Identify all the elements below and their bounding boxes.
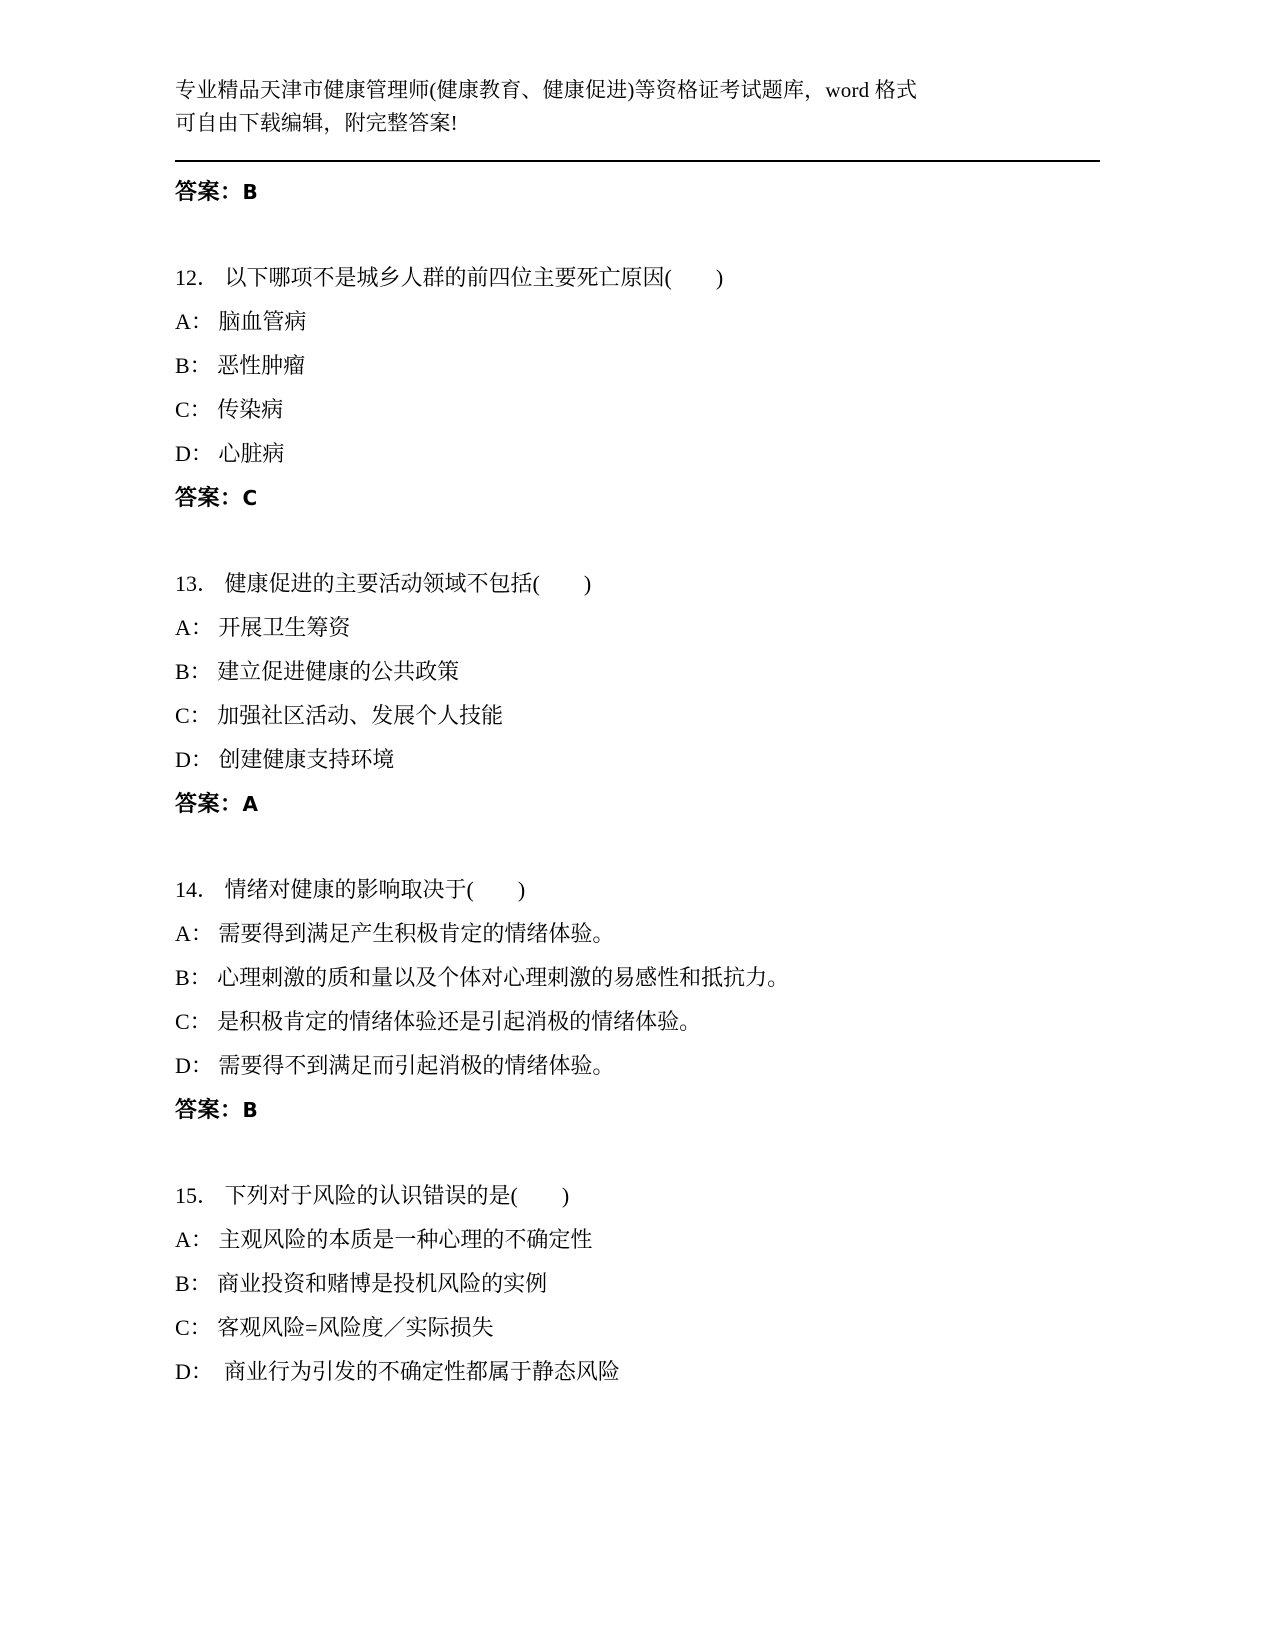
page-header bbox=[175, 60, 1100, 140]
option-d: D： 创建健康支持环境 bbox=[175, 747, 395, 772]
option-a: A： 脑血管病 bbox=[175, 309, 307, 334]
option-c: C： 客观风险=风险度／实际损失 bbox=[175, 1315, 494, 1340]
question-block bbox=[175, 868, 1100, 1132]
option-c: C： 加强社区活动、发展个人技能 bbox=[175, 703, 504, 728]
answer-label: 答案： bbox=[175, 791, 243, 816]
option-d: D： 心脏病 bbox=[175, 441, 285, 466]
question-stem: 15． 下列对于风险的认识错误的是( ) bbox=[175, 1183, 570, 1208]
question-block bbox=[175, 256, 1100, 520]
answer-value: B bbox=[242, 180, 259, 204]
question-block bbox=[175, 562, 1100, 826]
document-body bbox=[175, 162, 1100, 1394]
answer-line bbox=[175, 1088, 1100, 1132]
option-a: A： 需要得到满足产生积极肯定的情绪体验。 bbox=[175, 921, 615, 946]
answer-label: 答案： bbox=[175, 179, 243, 204]
option-b: B： 建立促进健康的公共政策 bbox=[175, 659, 460, 684]
question-stem: 14． 情绪对健康的影响取决于( ) bbox=[175, 877, 526, 902]
option-d: D： 商业行为引发的不确定性都属于静态风险 bbox=[175, 1359, 620, 1384]
answer-value: C bbox=[242, 486, 258, 510]
option-a: A： 主观风险的本质是一种心理的不确定性 bbox=[175, 1227, 593, 1252]
option-c: C： 传染病 bbox=[175, 397, 284, 422]
option-b: B： 恶性肿瘤 bbox=[175, 353, 306, 378]
option-b: B： 心理刺激的质和量以及个体对心理刺激的易感性和抵抗力。 bbox=[175, 965, 790, 990]
option-a: A： 开展卫生筹资 bbox=[175, 615, 351, 640]
header-line-1: 专业精品天津市健康管理师(健康教育、健康促进)等资格证考试题库，word 格式 bbox=[175, 78, 918, 102]
option-c: C： 是积极肯定的情绪体验还是引起消极的情绪体验。 bbox=[175, 1009, 702, 1034]
answer-line bbox=[175, 170, 1100, 214]
option-b: B： 商业投资和赌博是投机风险的实例 bbox=[175, 1271, 548, 1296]
question-block bbox=[175, 1174, 1100, 1394]
question-stem: 12． 以下哪项不是城乡人群的前四位主要死亡原因( ) bbox=[175, 265, 724, 290]
answer-value: B bbox=[242, 1098, 259, 1122]
header-line-2: 可自由下载编辑，附完整答案! bbox=[175, 111, 458, 135]
answer-line bbox=[175, 782, 1100, 826]
answer-line bbox=[175, 476, 1100, 520]
option-d: D： 需要得不到满足而引起消极的情绪体验。 bbox=[175, 1053, 615, 1078]
question-stem: 13． 健康促进的主要活动领域不包括( ) bbox=[175, 571, 592, 596]
answer-value: A bbox=[242, 792, 259, 816]
answer-label: 答案： bbox=[175, 1097, 243, 1122]
answer-label: 答案： bbox=[175, 485, 243, 510]
